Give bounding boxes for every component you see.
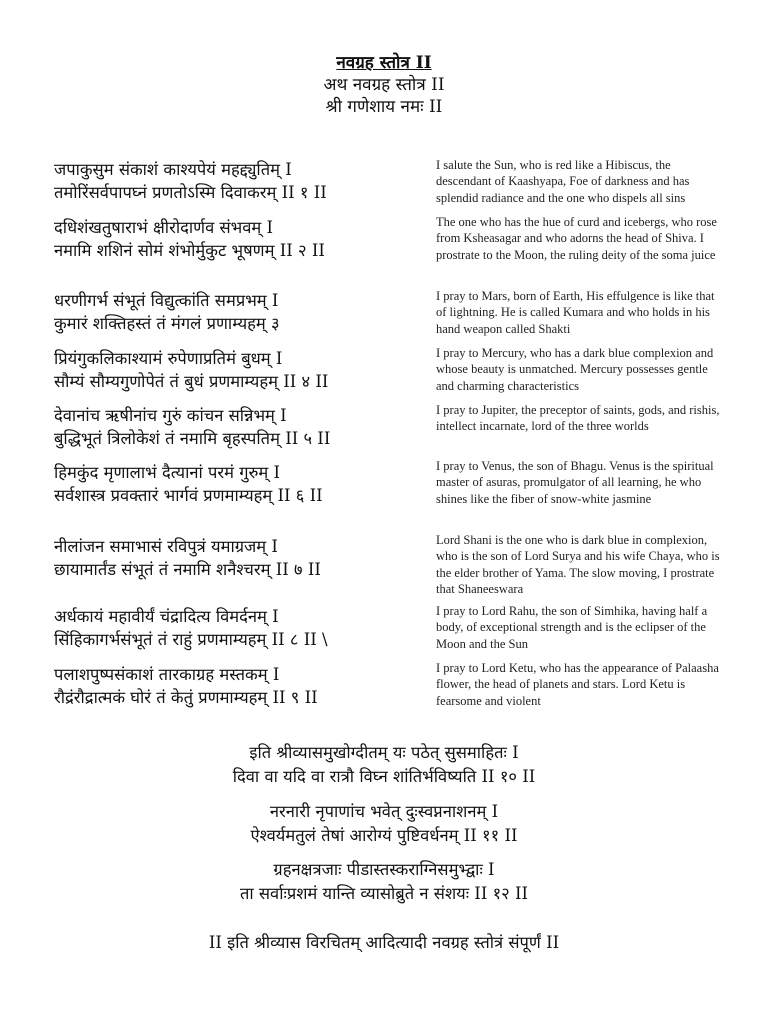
completion-line-block <box>0 931 768 955</box>
stanza-line: हिमकुंद मृणालाभं दैत्यानां परमं गुरुम् I <box>54 463 281 482</box>
stanza-line: जपाकुसुम संकाशं काश्यपेयं महद्द्युतिम् I <box>54 160 292 179</box>
stanza-3-verse <box>54 289 426 335</box>
stanza-line: देवानांच ऋषीनांच गुरुं कांचन सन्निभम् I <box>54 406 287 425</box>
stanza-line: सर्वशास्त्र प्रवक्तारं भार्गवं प्रणमाम्यहम् II ६ II <box>54 486 323 505</box>
completion-line: II इति श्रीव्यास विरचितम् आदित्यादी नवग्रह स्तोत्रं संपूर्णं II <box>208 933 560 952</box>
stanza-line: कुमारं शक्तिहस्तं तं मंगलं प्रणाम्यहम् ३ <box>54 314 280 333</box>
stanza-line: पलाशपुष्पसंकाशं तारकाग्रह मस्तकम् I <box>54 665 280 684</box>
stanza-4-translation: I pray to Mercury, who has a dark blue complexion and whose beauty is unmatched. Mercury possesses gentle and charming characteristics <box>436 346 714 393</box>
stanza-line: छायामार्तंड संभूतं तं नमामि शनैश्चरम् II ७ II <box>54 560 321 579</box>
stanza-7-translation: Lord Shani is the one who is dark blue in complexion, who is the son of Lord Surya and his wife Chaya, who is the elder brother of Yama. The slow moving, I prostrate that Shaneeswara <box>436 533 720 597</box>
closing-line: ग्रहनक्षत्रजाः पीडास्तस्कराग्निसमुभ्द्वाः I <box>273 860 495 879</box>
stanza-8-translation: I pray to Lord Rahu, the son of Simhika, having half a body, of exceptional strength and is the eclipser of the Moon and the Sun <box>436 604 708 651</box>
stanza-5-translation: I pray to Jupiter, the preceptor of saints, gods, and rishis, intellect incarnate, lord of the three worlds <box>436 403 720 434</box>
closing-verse-2 <box>0 800 768 848</box>
stanza-6-translation: I pray to Venus, the son of Bhagu. Venus is the spiritual master of asuras, promulgator of all learning, he who shines like the fiber of snow-white jasmine <box>436 459 714 506</box>
document-title: नवग्रह स्तोत्र II <box>336 53 432 73</box>
closing-line: ता सर्वाःप्रशमं यान्ति व्यासोब्रुते न संशयः II १२ II <box>239 884 529 903</box>
stanza-8-verse <box>54 605 426 651</box>
stanza-line: सौम्यं सौम्यगुणोपेतं तं बुधं प्रणमाम्यहम् II ४ II <box>54 372 329 391</box>
document-header <box>0 52 768 118</box>
stanza-3-translation: I pray to Mars, born of Earth, His effulgence is like that of lightning. He is called Kumara and who holds in his hand weapon called Shakti <box>436 289 715 336</box>
closing-verse-3 <box>0 858 768 906</box>
closing-line: नरनारी नृपाणांच भवेत् दुःस्वप्ननाशनम् I <box>269 802 499 821</box>
closing-line: दिवा वा यदि वा रात्रौ विघ्न शांतिर्भविष्यति II १० II <box>232 767 536 786</box>
stanza-line: सिंहिकागर्भसंभूतं तं राहुं प्रणमाम्यहम् II ८ II \ <box>54 630 328 649</box>
stanza-line: नीलांजन समाभासं रविपुत्रं यमाग्रजम् I <box>54 537 278 556</box>
invocation-line: श्री गणेशाय नमः II <box>325 97 443 117</box>
stanza-1-translation: I salute the Sun, who is red like a Hibiscus, the descendant of Kaashyapa, Foe of darkness and has splendid radiance and the one who dispels all sins <box>436 158 690 205</box>
document-subtitle: अथ नवग्रह स्तोत्र II <box>323 75 445 95</box>
stanza-line: धरणीगर्भ संभूतं विद्युत्कांति समप्रभम् I <box>54 291 279 310</box>
stanza-5-verse <box>54 404 426 450</box>
stanza-line: तमोरिंसर्वपापघ्नं प्रणतोऽस्मि दिवाकरम् II १ II <box>54 183 327 202</box>
stanza-2-verse <box>54 216 426 262</box>
closing-line: इति श्रीव्यासमुखोग्दीतम् यः पठेत् सुसमाहितः I <box>249 743 519 762</box>
stanza-line: दधिशंखतुषाराभं क्षीरोदार्णव संभवम् I <box>54 218 274 237</box>
stanza-line: अर्धकायं महावीर्यं चंद्रादित्य विमर्दनम् I <box>54 607 279 626</box>
stanza-7-verse <box>54 535 426 581</box>
stanza-line: नमामि शशिनं सोमं शंभोर्मुकुट भूषणम् II २ II <box>54 241 325 260</box>
stanza-line: बुद्धिभूतं त्रिलोकेशं तं नमामि बृहस्पतिम् II ५ II <box>54 429 331 448</box>
stanza-4-verse <box>54 347 426 393</box>
stanza-9-verse <box>54 663 426 709</box>
closing-line: ऐश्वर्यमतुलं तेषां आरोग्यं पुष्टिवर्धनम् II ११ II <box>250 826 518 845</box>
stanza-line: रौद्रंरौद्रात्मकं घोरं तं केतुं प्रणमाम्यहम् II ९ II <box>54 688 318 707</box>
closing-verse-1 <box>0 741 768 789</box>
stanza-line: प्रियंगुकलिकाश्यामं रुपेणाप्रतिमं बुधम् I <box>54 349 283 368</box>
stanza-9-translation: I pray to Lord Ketu, who has the appearance of Palaasha flower, the head of planets and stars. Lord Ketu is fearsome and violent <box>436 661 719 708</box>
stanza-6-verse <box>54 461 426 507</box>
stanza-1-verse <box>54 158 426 204</box>
stanza-2-translation: The one who has the hue of curd and icebergs, who rose from Ksheasagar and who adorns the head of Shiva. I prostrate to the Moon, the ruling deity of the soma juice <box>436 215 717 262</box>
